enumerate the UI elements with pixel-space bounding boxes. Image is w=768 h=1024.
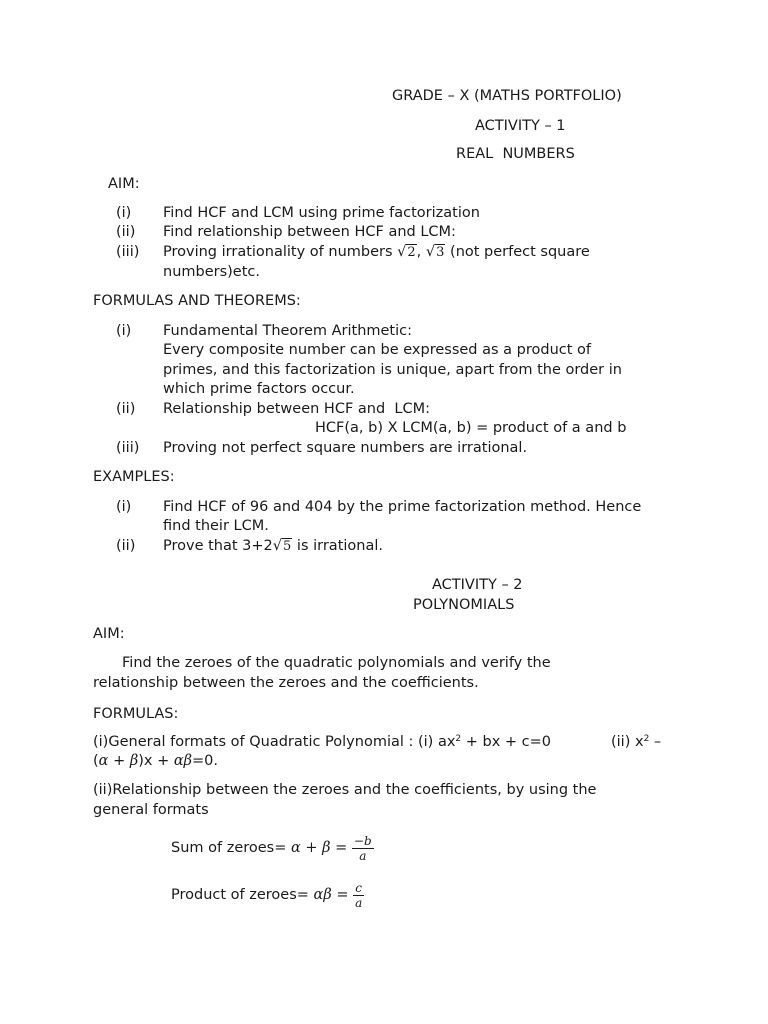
- aim-3-text-line2: numbers)etc.: [163, 264, 260, 280]
- formula-1-num: (i): [116, 323, 132, 339]
- example-1-text: Find HCF of 96 and 404 by the prime factorization method. Hence: [163, 499, 642, 515]
- activity-1-topic: REAL NUMBERS: [456, 146, 575, 162]
- aim-1-num: (i): [116, 205, 132, 221]
- aim-2-text: Find relationship between HCF and LCM:: [163, 224, 456, 240]
- formula-1-line: which prime factors occur.: [163, 381, 355, 397]
- example-1-text-line2: find their LCM.: [163, 518, 269, 534]
- relationship-text: (ii)Relationship between the zeroes and the coefficients, by using the: [93, 782, 597, 798]
- aim-3-num: (iii): [116, 244, 140, 260]
- example-2-text: Prove that 3+2√5 is irrational.: [163, 538, 383, 554]
- general-format-line2: (α + β)x + αβ=0.: [93, 753, 219, 769]
- sqrt-2: √2: [397, 244, 416, 260]
- aim-label: AIM:: [108, 176, 140, 192]
- formula-1-line: Every composite number can be expressed as a product of: [163, 342, 592, 358]
- examples-label: EXAMPLES:: [93, 469, 175, 485]
- aim-label-2: AIM:: [93, 626, 125, 642]
- formulas-theorems-label: FORMULAS AND THEOREMS:: [93, 293, 301, 309]
- activity-1-heading: ACTIVITY – 1: [475, 118, 566, 134]
- formula-2-title: Relationship between HCF and LCM:: [163, 401, 431, 417]
- activity-2-topic: POLYNOMIALS: [413, 597, 515, 613]
- activity-2-heading: ACTIVITY – 2: [432, 577, 523, 593]
- aim-2-num: (ii): [116, 224, 136, 240]
- aim-1-text: Find HCF and LCM using prime factorization: [163, 205, 480, 221]
- relationship-text-line2: general formats: [93, 802, 209, 818]
- formula-1-line: primes, and this factorization is unique, apart from the order in: [163, 362, 622, 378]
- aim-3-text: Proving irrationality of numbers √2, √3 (not perfect square: [163, 244, 590, 260]
- sqrt-3: √3: [425, 244, 445, 260]
- hcf-lcm-formula: HCF(a, b) X LCM(a, b) = product of a and b: [315, 420, 627, 436]
- sum-of-zeroes: Sum of zeroes= α + β = $\frac{-b}{a}$: [171, 833, 372, 863]
- product-fraction: $\frac{c}{a}$: [355, 880, 363, 910]
- product-of-zeroes: Product of zeroes= αβ = $\frac{c}{a}$: [171, 880, 363, 910]
- sqrt-5: √5: [272, 538, 292, 554]
- formula-2-num: (ii): [116, 401, 136, 417]
- formula-3-num: (iii): [116, 440, 140, 456]
- general-format-line1: (i)General formats of Quadratic Polynomial : (i) $ax^2$ + bx + c=0: [93, 734, 552, 750]
- sum-fraction: $\frac{-b}{a}$: [353, 833, 372, 863]
- aim-2-paragraph-line2: relationship between the zeroes and the coefficients.: [93, 675, 479, 691]
- formula-3-title: Proving not perfect square numbers are irrational.: [163, 440, 528, 456]
- formula-1-title: Fundamental Theorem Arithmetic:: [163, 323, 412, 339]
- example-1-num: (i): [116, 499, 132, 515]
- example-2-num: (ii): [116, 538, 136, 554]
- formulas-label: FORMULAS:: [93, 706, 179, 722]
- general-format-line1-b: (ii) $x^2$ –: [611, 734, 662, 750]
- aim-2-paragraph: Find the zeroes of the quadratic polynomials and verify the: [122, 655, 551, 671]
- page-title: GRADE – X (MATHS PORTFOLIO): [392, 88, 622, 104]
